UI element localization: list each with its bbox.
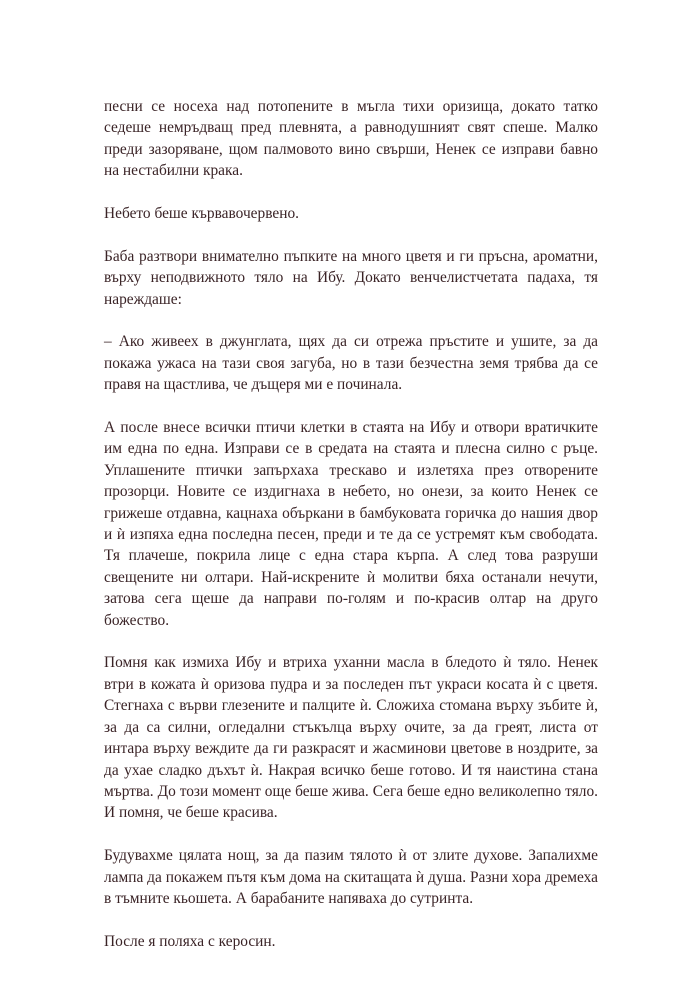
page-body bbox=[104, 96, 598, 974]
paragraph-7: Будувахме цялата нощ, за да пазим тялото ѝ от злите духове. Запалихме лампа да покажем пътя към дома на скитащата ѝ душа. Разни хора дремеха в тъмните кьошета. А барабаните напяваха до сутринта. bbox=[104, 847, 598, 907]
paragraph-6: Помня как измиха Ибу и втриха уханни масла в бледото ѝ тяло. Ненек втри в кожата ѝ оризова пудра и за последен път украси косата ѝ с цветя. Стегнаха с върви глезените и палците ѝ. Сложиха стомана върху зъбите ѝ, за да са силни, огледални стъкълца върху очите, за да греят, листа от интара върху веждите да ги разкрасят и жасминови цветове в ноздрите, за да ухае сладко дъхът ѝ. Накрая всичко беше готово. И тя наистина стана мъртва. До този момент още беше жива. Сега беше едно великолепно тяло. И помня, че беше красива. bbox=[104, 654, 598, 822]
paragraph-2: Небето беше кървавочервено. bbox=[104, 205, 299, 223]
paragraph-3: Баба разтвори внимателно пъпките на много цветя и ги пръсна, ароматни, върху неподвижното тяло на Ибу. Докато венчелистчетата падаха, тя нареждаше: bbox=[104, 247, 598, 308]
paragraph-4: – Ако живеех в джунглата, щях да си отрежа пръстите и ушите, за да покажа ужаса на тази своя загуба, но в тази безчестна земя трябва да се правя на щастлива, че дъщеря ми е починала. bbox=[104, 333, 598, 394]
paragraph-8: После я поляха с керосин. bbox=[104, 932, 276, 950]
paragraph-1: песни се носеха над потопените в мъгла тихи оризища, докато татко седеше немръдващ пред плевнята, а равнодушният свят спеше. Малко преди зазоряване, щом палмовото вино свърши, Ненек се изправи бавно на нестабилни крака. bbox=[104, 98, 598, 180]
paragraph-5: А после внесе всички птичи клетки в стаята на Ибу и отвори вратичките им една по една. Изправи се в средата на стаята и плесна силно с ръце. Уплашените птички запърхаха трескаво и излетяха през отворените прозорци. Новите се издигнаха в небето, но онези, за които Ненек се грижеше отдавна, кацнаха объркани в бамбуковата горичка до нашия двор и ѝ изпяха една последна песен, преди и те да се устремят към свободата. Тя плачеше, покрила лице с една стара кърпа. А след това разруши свещените ни олтари. Най-искрените ѝ молитви бяха останали нечути, затова сега щеше да направи по-голям и по-красив олтар на друго божество. bbox=[104, 419, 598, 629]
